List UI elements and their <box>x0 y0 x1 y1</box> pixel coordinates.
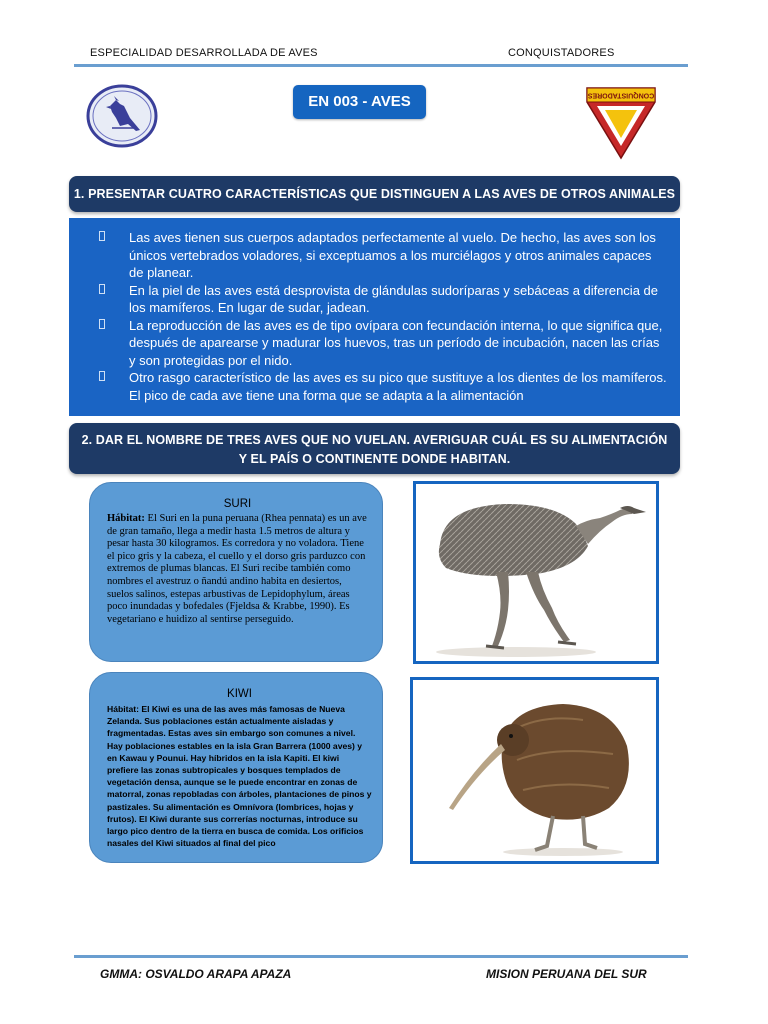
kiwi-text: El Kiwi es una de las aves más famosas de Nueva Zelanda. Sus poblaciones están actualmente aisladas y fragmentadas. Estas aves sin embargo son comunes a nivel. Hay poblaciones estables en la isla Gran Barrera (1000 aves) y en Kawau y Pounui. Hay híbridos en la isla Kapiti. El kiwi prefiere las zonas subtropicales y bosques templados de vegetación densa, aunque se le puede encontrar en zonas de matorral, zonas repobladas con árboles, plantaciones de pinos y pastizales. Su alimentación es Omnívora (lombrices, hojas y frutos). El Kiwi durante sus correrías nocturnas, introduce su largo pico dentro de la tierra en busca de comida. Los orificios nasales del Kiwi situados al final del pico <box>107 704 372 849</box>
kiwi-card <box>89 672 383 863</box>
bullet-text: En la piel de las aves está desprovista de glándulas sudoríparas y sebáceas a diferencia de los mamíferos. En lugar de sudar, jadean. <box>129 282 658 315</box>
suri-habitat-label: Hábitat: <box>107 513 145 524</box>
shield-banner-text: CONQUISTADORES <box>587 91 655 99</box>
header-right-text: CONQUISTADORES <box>508 47 615 59</box>
suri-description <box>107 513 368 626</box>
page-title: EN 003 - AVES <box>293 85 426 119</box>
bullet-icon <box>99 371 105 381</box>
bullet-icon <box>99 284 105 294</box>
header-left-text: ESPECIALIDAD DESARROLLADA DE AVES <box>90 47 318 59</box>
section-2-heading-line2: Y EL PAÍS O CONTINENTE DONDE HABITAN. <box>238 452 511 466</box>
section-2-heading-line1: 2. DAR EL NOMBRE DE TRES AVES QUE NO VUELAN. AVERIGUAR CUÁL ES SU ALIMENTACIÓN <box>81 433 668 447</box>
section-2-heading <box>69 423 680 474</box>
suri-card <box>89 482 383 662</box>
conquistadores-shield-icon <box>583 82 659 160</box>
list-item <box>129 229 668 282</box>
kiwi-description <box>107 703 372 849</box>
footer-author: GMMA: OSVALDO ARAPA APAZA <box>100 967 292 981</box>
list-item <box>129 282 668 317</box>
bullet-text: Las aves tienen sus cuerpos adaptados perfectamente al vuelo. De hecho, las aves son los únicos vertebrados voladores, si exceptuamos a los murciélagos y otros animales capaces de planear. <box>129 230 656 280</box>
header-divider <box>74 64 688 67</box>
list-item <box>129 317 668 370</box>
bullet-text: Otro rasgo característico de las aves es su pico que sustituye a los dientes de los mamíferos. El pico de cada ave tiene una forma que se adapta a la alimentación <box>129 370 667 403</box>
bullet-icon <box>99 231 105 241</box>
footer-organization: MISION PERUANA DEL SUR <box>486 967 647 981</box>
footer-divider <box>74 955 688 958</box>
bullet-text: La reproducción de las aves es de tipo ovípara con fecundación interna, lo que significa que, después de aparearse y madurar los huevos, tras un período de incubación, nacen las crías y son protegidas por el nido. <box>129 317 663 368</box>
suri-photo <box>413 481 659 664</box>
suri-title: SURI <box>223 498 252 510</box>
kiwi-habitat-label: Hábitat: <box>107 704 139 714</box>
list-item <box>129 369 668 404</box>
kiwi-photo <box>410 677 659 864</box>
characteristics-panel <box>69 218 680 416</box>
bird-emblem-icon <box>86 84 158 148</box>
section-1-heading: 1. PRESENTAR CUATRO CARACTERÍSTICAS QUE DISTINGUEN A LAS AVES DE OTROS ANIMALES <box>69 176 680 212</box>
bullet-icon <box>99 319 105 329</box>
kiwi-title: KIWI <box>227 688 252 700</box>
suri-text: El Suri en la puna peruana (Rhea pennata) es un ave de gran tamaño, llega a medir hasta 1.5 metros de altura y pesar hasta 30 kilogramos. Es corredora y no voladora. Tiene el pico gris y la cabeza, el cuello y el dorso gris parduzco con extremos de plumas blancas. El Suri recibe también como nombres el avestruz o ñandú andino habita en desiertos, suelos salinos, estepas arbustivas de Lepidophylum, áreas poco inundadas y bofedales (Fjeldsa & Krabbe, 1990). Es vegetariano e huidizo al sentirse perseguido. <box>107 513 367 625</box>
